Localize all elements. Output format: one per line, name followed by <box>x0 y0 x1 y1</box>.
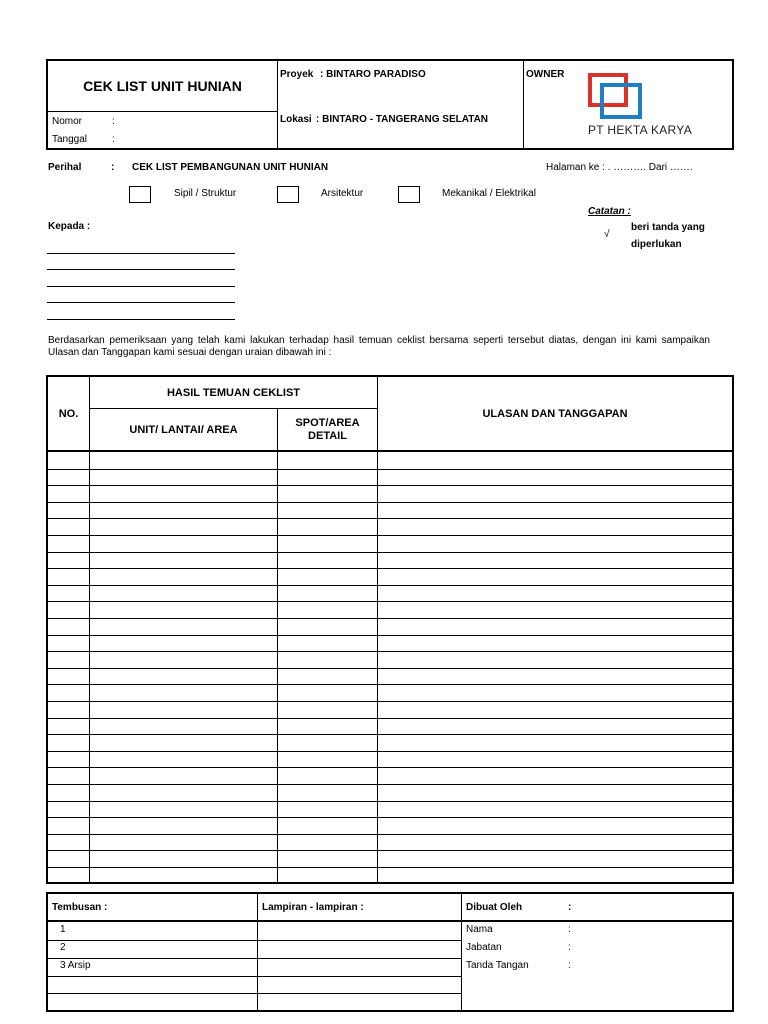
company-logo-icon <box>588 73 648 121</box>
footer-row-line-4 <box>48 993 461 994</box>
tembusan-item-2: 2 <box>60 942 66 953</box>
footer-row-line-1 <box>48 940 461 941</box>
lokasi-label: Lokasi <box>280 114 312 125</box>
col-divider-spot <box>377 377 378 882</box>
header-box <box>46 59 734 150</box>
dibuat-label: Dibuat Oleh <box>466 902 523 913</box>
catatan-title: Catatan : <box>588 206 631 217</box>
table-row-line <box>48 718 732 719</box>
col-header-no: NO. <box>58 407 79 420</box>
tanggal-colon: : <box>112 134 115 145</box>
proyek-value: : BINTARO PARADISO <box>320 69 426 80</box>
table-row-line <box>48 784 732 785</box>
proyek-label: Proyek <box>280 69 314 80</box>
check-mark-icon: √ <box>604 229 610 240</box>
checklist-table <box>46 375 734 884</box>
owner-cell <box>524 61 732 148</box>
header-bottom-line <box>48 450 732 452</box>
col-header-hasil: HASIL TEMUAN CEKLIST <box>166 386 301 399</box>
kepada-line-1[interactable] <box>47 253 235 254</box>
checkbox-mekanikal-label: Mekanikal / Elektrikal <box>442 188 536 199</box>
checkbox-sipil-label: Sipil / Struktur <box>174 188 237 199</box>
intro-paragraph: Berdasarkan pemeriksaan yang telah kami lakukan terhadap hasil temuan ceklist bersama seperti tersebut diatas, dengan ini kami sampaikan Ulasan dan Tanggapan kami sesuai dengan uraian dibawah ini : <box>48 335 710 358</box>
table-row-line <box>48 751 732 752</box>
kepada-line-4[interactable] <box>47 302 235 303</box>
kepada-label: Kepada : <box>48 221 91 232</box>
table-row-line <box>48 651 732 652</box>
catatan-line1: beri tanda yang <box>631 222 705 233</box>
checkbox-mekanikal[interactable] <box>398 186 420 203</box>
col-divider-unit <box>277 408 278 882</box>
perihal-colon: : <box>111 162 115 173</box>
tembusan-item-3: 3 Arsip <box>60 960 91 971</box>
table-row-line <box>48 867 732 868</box>
table-row-line <box>48 585 732 586</box>
table-row-line <box>48 684 732 685</box>
table-row-line <box>48 801 732 802</box>
col-header-ulasan: ULASAN DAN TANGGAPAN <box>482 407 628 420</box>
ttd-label: Tanda Tangan <box>466 960 529 971</box>
catatan-line2: diperlukan <box>631 239 682 250</box>
footer-header-line <box>48 920 732 922</box>
checkbox-sipil[interactable] <box>129 186 151 203</box>
col-header-spot: SPOT/AREA DETAIL <box>295 416 360 442</box>
checkbox-arsitektur[interactable] <box>277 186 299 203</box>
nama-colon: : <box>568 924 571 935</box>
footer-row-line-3 <box>48 976 461 977</box>
table-row-line <box>48 834 732 835</box>
table-row-line <box>48 601 732 602</box>
halaman-text: Halaman ke : . ………. Dari ……. <box>546 162 693 173</box>
kepada-line-2[interactable] <box>47 269 235 270</box>
footer-col-divider-2 <box>461 894 462 1010</box>
table-row-line <box>48 502 732 503</box>
owner-label: OWNER <box>526 69 565 80</box>
jabatan-colon: : <box>568 942 571 953</box>
table-row-line <box>48 518 732 519</box>
table-row-line <box>48 485 732 486</box>
lampiran-label: Lampiran - lampiran : <box>262 902 364 913</box>
col-divider-no <box>89 377 90 882</box>
perihal-label: Perihal <box>48 162 82 173</box>
tembusan-item-1: 1 <box>60 924 66 935</box>
jabatan-label: Jabatan <box>466 942 502 953</box>
table-row-line <box>48 668 732 669</box>
table-row-line <box>48 767 732 768</box>
company-name: PT HEKTA KARYA <box>588 123 693 137</box>
nomor-tanggal-cell <box>48 112 278 148</box>
table-row-line <box>48 469 732 470</box>
dibuat-colon: : <box>568 902 572 913</box>
table-row-line <box>48 850 732 851</box>
tembusan-label: Tembusan : <box>52 902 108 913</box>
document-title: CEK LIST UNIT HUNIAN <box>48 61 278 112</box>
ttd-colon: : <box>568 960 571 971</box>
table-row-line <box>48 535 732 536</box>
table-row-line <box>48 817 732 818</box>
checkbox-arsitektur-label: Arsitektur <box>321 188 364 199</box>
lokasi-value: : BINTARO - TANGERANG SELATAN <box>316 114 489 125</box>
nomor-label: Nomor <box>52 116 83 127</box>
table-row-line <box>48 635 732 636</box>
tanggal-label: Tanggal <box>52 134 88 145</box>
table-row-line <box>48 618 732 619</box>
project-cell <box>278 61 524 148</box>
table-row-line <box>48 701 732 702</box>
footer-table <box>46 892 734 1012</box>
kepada-line-5[interactable] <box>47 319 235 320</box>
table-row-line <box>48 734 732 735</box>
perihal-value: CEK LIST PEMBANGUNAN UNIT HUNIAN <box>132 162 329 173</box>
col-header-unit: UNIT/ LANTAI/ AREA <box>129 423 238 436</box>
kepada-line-3[interactable] <box>47 286 235 287</box>
nama-label: Nama <box>466 924 493 935</box>
table-row-line <box>48 552 732 553</box>
nomor-colon: : <box>112 116 115 127</box>
footer-row-line-2 <box>48 958 461 959</box>
table-row-line <box>48 568 732 569</box>
